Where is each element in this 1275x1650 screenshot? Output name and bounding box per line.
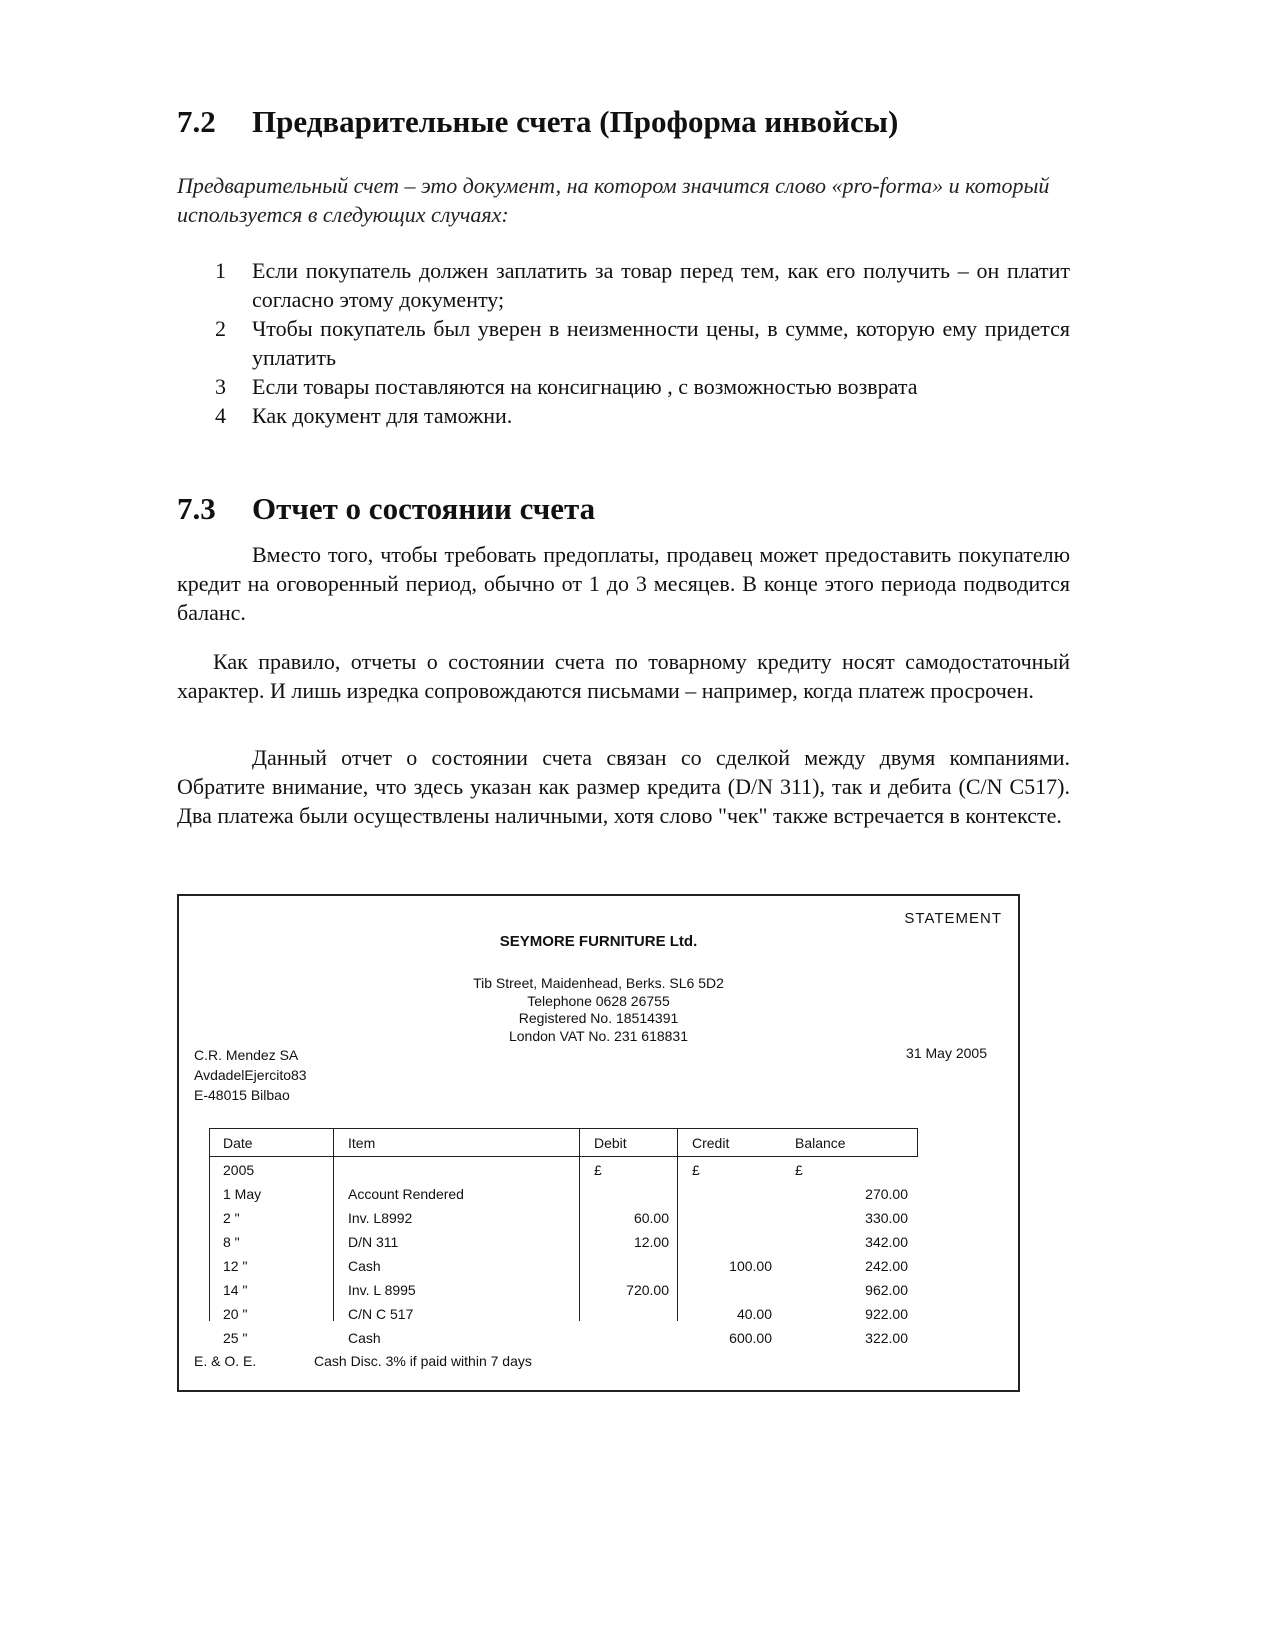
column-header-credit: Credit (692, 1135, 730, 1151)
list-item-text: Если покупатель должен заплатить за товар перед тем, как его получить – он платит согласно этому документу; (252, 258, 1070, 312)
section-number: 7.3 (177, 491, 216, 526)
item-cell: Cash (348, 1330, 381, 1346)
section-heading-7-3 (177, 491, 595, 527)
company-name: SEYMORE FURNITURE Ltd. (499, 933, 698, 950)
currency-row (209, 1162, 918, 1186)
column-header-date: Date (223, 1135, 253, 1151)
debit-cell: 720.00 (626, 1282, 669, 1298)
address-line: London VAT No. 231 618831 (508, 1027, 689, 1044)
credit-cell: 600.00 (729, 1330, 772, 1346)
customer-line: AvdadelEjercito83 (194, 1067, 307, 1083)
statement-table (209, 1128, 918, 1346)
paragraph-2: Как правило, отчеты о состоянии счета по товарному кредиту носят самодостаточный характер. И лишь изредка сопровождаются письмами – например, когда платеж просрочен. (177, 649, 1070, 703)
column-header-debit: Debit (594, 1135, 627, 1151)
balance-cell: 270.00 (865, 1186, 908, 1202)
item-cell: Cash (348, 1258, 381, 1274)
balance-cell: 342.00 (865, 1234, 908, 1250)
date-cell: 2 " (223, 1210, 240, 1226)
date-cell: 14 " (223, 1282, 248, 1298)
section-title: Отчет о состоянии счета (252, 491, 596, 526)
balance-cell: 962.00 (865, 1282, 908, 1298)
paragraph-3: Данный отчет о состоянии счета связан со сделкой между двумя компаниями. Обратите внимание, что здесь указан как размер кредита (D/N 311), так и дебита (C/N C517). Два платежа были осуществлены наличными, хотя слово "чек" также встречается в контексте. (177, 745, 1070, 828)
list-item-text: Чтобы покупатель был уверен в неизменности цены, в сумме, которую ему придется уплатить (252, 316, 1070, 370)
table-row (209, 1258, 918, 1282)
section-heading-7-2 (177, 104, 898, 140)
credit-cell: 100.00 (729, 1258, 772, 1274)
table-row (209, 1330, 918, 1354)
item-cell: D/N 311 (348, 1234, 399, 1250)
list-item-text: Как документ для таможни. (252, 403, 513, 428)
customer-line: C.R. Mendez SA (194, 1047, 299, 1063)
cash-discount-note: Cash Disc. 3% if paid within 7 days (314, 1353, 532, 1369)
table-top-rule (209, 1128, 918, 1129)
list-item-number: 1 (215, 258, 226, 283)
statement-figure (177, 894, 1020, 1392)
debit-cell: 60.00 (633, 1210, 669, 1226)
item-cell: C/N C 517 (348, 1306, 414, 1322)
table-row (209, 1210, 918, 1234)
address-line: Registered No. 18514391 (518, 1010, 679, 1026)
list-item-number: 3 (215, 374, 226, 399)
list-item (177, 372, 1070, 401)
section-number: 7.2 (177, 104, 216, 139)
list-item-text: Если товары поставляются на консигнацию , с возможностью возврата (252, 374, 918, 399)
column-rule (917, 1128, 918, 1156)
debit-cell: 12.00 (633, 1234, 669, 1250)
table-header-rule (209, 1156, 918, 1157)
item-cell: Inv. L8992 (348, 1210, 413, 1226)
list-item (177, 314, 1070, 372)
year-cell: 2005 (223, 1162, 255, 1178)
table-row (209, 1282, 918, 1306)
balance-cell: 242.00 (865, 1258, 908, 1274)
currency-cell: £ (692, 1162, 700, 1178)
statement-date: 31 May 2005 (906, 1045, 987, 1061)
proforma-use-list (177, 256, 1070, 430)
date-cell: 8 " (223, 1234, 240, 1250)
paragraph-1: Вместо того, чтобы требовать предоплаты, продавец может предоставить покупателю кредит на оговоренный период, обычно от 1 до 3 месяцев. В конце этого периода подводится баланс. (177, 542, 1070, 625)
address-line: Telephone 0628 26755 (527, 992, 670, 1009)
date-cell: 1 May (223, 1186, 262, 1202)
date-cell: 25 " (223, 1330, 248, 1346)
customer-address (194, 1045, 307, 1105)
column-header-item: Item (348, 1135, 376, 1151)
column-header-balance: Balance (795, 1135, 846, 1151)
list-item (177, 401, 1070, 430)
statement-label: STATEMENT (904, 910, 1002, 927)
balance-cell: 922.00 (865, 1306, 908, 1322)
balance-cell: 330.00 (865, 1210, 908, 1226)
table-row (209, 1186, 918, 1210)
list-item (177, 256, 1070, 314)
company-address (179, 975, 1018, 1045)
table-row (209, 1306, 918, 1330)
customer-line: E-48015 Bilbao (194, 1087, 290, 1103)
table-row (209, 1234, 918, 1258)
currency-cell: £ (795, 1162, 803, 1178)
list-item-number: 2 (215, 316, 226, 341)
date-cell: 12 " (223, 1258, 248, 1274)
proforma-definition: Предварительный счет – это документ, на котором значится слово «pro-forma» и который используется в следующих случаях: (177, 173, 1050, 227)
errors-omissions-note: E. & O. E. (194, 1353, 257, 1369)
address-line: Tib Street, Maidenhead, Berks. SL6 5D2 (473, 975, 724, 991)
item-cell: Inv. L 8995 (348, 1282, 416, 1298)
date-cell: 20 " (223, 1306, 248, 1322)
item-cell: Account Rendered (348, 1186, 464, 1202)
currency-cell: £ (594, 1162, 602, 1178)
section-title: Предварительные счета (Проформа инвойсы) (252, 104, 899, 139)
list-item-number: 4 (215, 403, 226, 428)
balance-cell: 322.00 (865, 1330, 908, 1346)
credit-cell: 40.00 (736, 1306, 772, 1322)
